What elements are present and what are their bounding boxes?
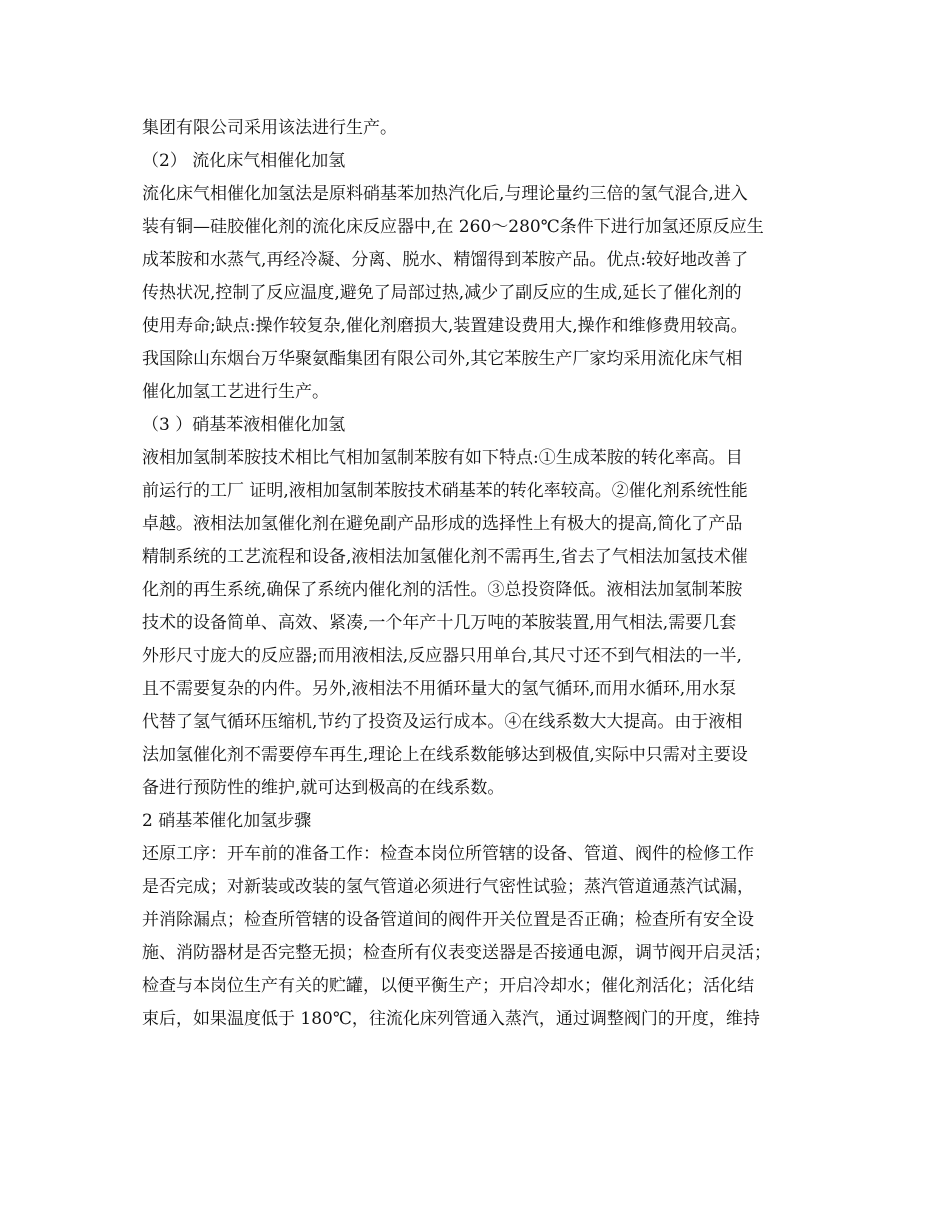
text-line: 催化加氢工艺进行生产。	[142, 382, 329, 402]
text-line: 代替了氢气循环压缩机,节约了投资及运行成本。④在线系数大大提高。由于液相	[142, 712, 743, 732]
text-line: 集团有限公司采用该法进行生产。	[142, 118, 397, 138]
text-line: 化剂的再生系统,确保了系统内催化剂的活性。③总投资降低。液相法加氢制苯胺	[142, 580, 743, 600]
text-line: 传热状况,控制了反应温度,避免了局部过热,减少了副反应的生成,延长了催化剂的	[142, 283, 742, 303]
text-line: 备进行预防性的维护,就可达到极高的在线系数。	[142, 778, 505, 798]
text-line: 成苯胺和水蒸气,再经冷凝、分离、脱水、精馏得到苯胺产品。优点:较好地改善了	[142, 250, 749, 270]
text-line: 还原工序：开车前的准备工作：检查本岗位所管辖的设备、管道、阀件的检修工作	[142, 844, 754, 864]
text-line: 且不需要复杂的内件。另外,液相法不用循环量大的氢气循环,而用水循环,用水泵	[142, 679, 737, 699]
text-line: 装有铜—硅胶催化剂的流化床反应器中,在 260～280℃条件下进行加氢还原反应生	[142, 217, 764, 237]
text-line: 是否完成；对新装或改装的氢气管道必须进行气密性试验；蒸汽管道通蒸汽试漏，	[142, 877, 754, 897]
text-line: 精制系统的工艺流程和设备,液相法加氢催化剂不需再生,省去了气相法加氢技术催	[142, 547, 748, 567]
text-line: 施、消防器材是否完整无损；检查所有仪表变送器是否接通电源，调节阀开启灵活；	[142, 943, 771, 963]
text-line: 外形尺寸庞大的反应器;而用液相法,反应器只用单台,其尺寸还不到气相法的一半,	[142, 646, 742, 666]
text-line: 法加氢催化剂不需要停车再生,理论上在线系数能够达到极值,实际中只需对主要设	[142, 745, 748, 765]
text-line: 使用寿命;缺点:操作较复杂,催化剂磨损大,装置建设费用大,操作和维修费用较高。	[142, 316, 748, 336]
text-line: 液相加氢制苯胺技术相比气相加氢制苯胺有如下特点:①生成苯胺的转化率高。目	[142, 448, 743, 468]
text-line: 卓越。液相法加氢催化剂在避免副产品形成的选择性上有极大的提高,简化了产品	[142, 514, 743, 534]
section-heading: （2） 流化床气相催化加氢	[142, 151, 346, 171]
text-line: 技术的设备简单、高效、紧凑,一个年产十几万吨的苯胺装置,用气相法,需要几套	[142, 613, 737, 633]
section-heading: 2 硝基苯催化加氢步骤	[142, 811, 312, 831]
text-line: 检查与本岗位生产有关的贮罐，以便平衡生产；开启冷却水；催化剂活化；活化结	[142, 976, 754, 996]
text-line: 束后，如果温度低于 180℃，往流化床列管通入蒸汽，通过调整阀门的开度，维持	[142, 1009, 760, 1029]
text-line: 我国除山东烟台万华聚氨酯集团有限公司外,其它苯胺生产厂家均采用流化床气相	[142, 349, 743, 369]
text-line: 流化床气相催化加氢法是原料硝基苯加热汽化后,与理论量约三倍的氢气混合,进入	[142, 184, 748, 204]
section-heading: （3 ）硝基苯液相催化加氢	[142, 415, 346, 435]
text-line: 并消除漏点；检查所管辖的设备管道间的阀件开关位置是否正确；检查所有安全设	[142, 910, 754, 930]
text-line: 前运行的工厂 证明,液相加氢制苯胺技术硝基苯的转化率较高。②催化剂系统性能	[142, 481, 748, 501]
